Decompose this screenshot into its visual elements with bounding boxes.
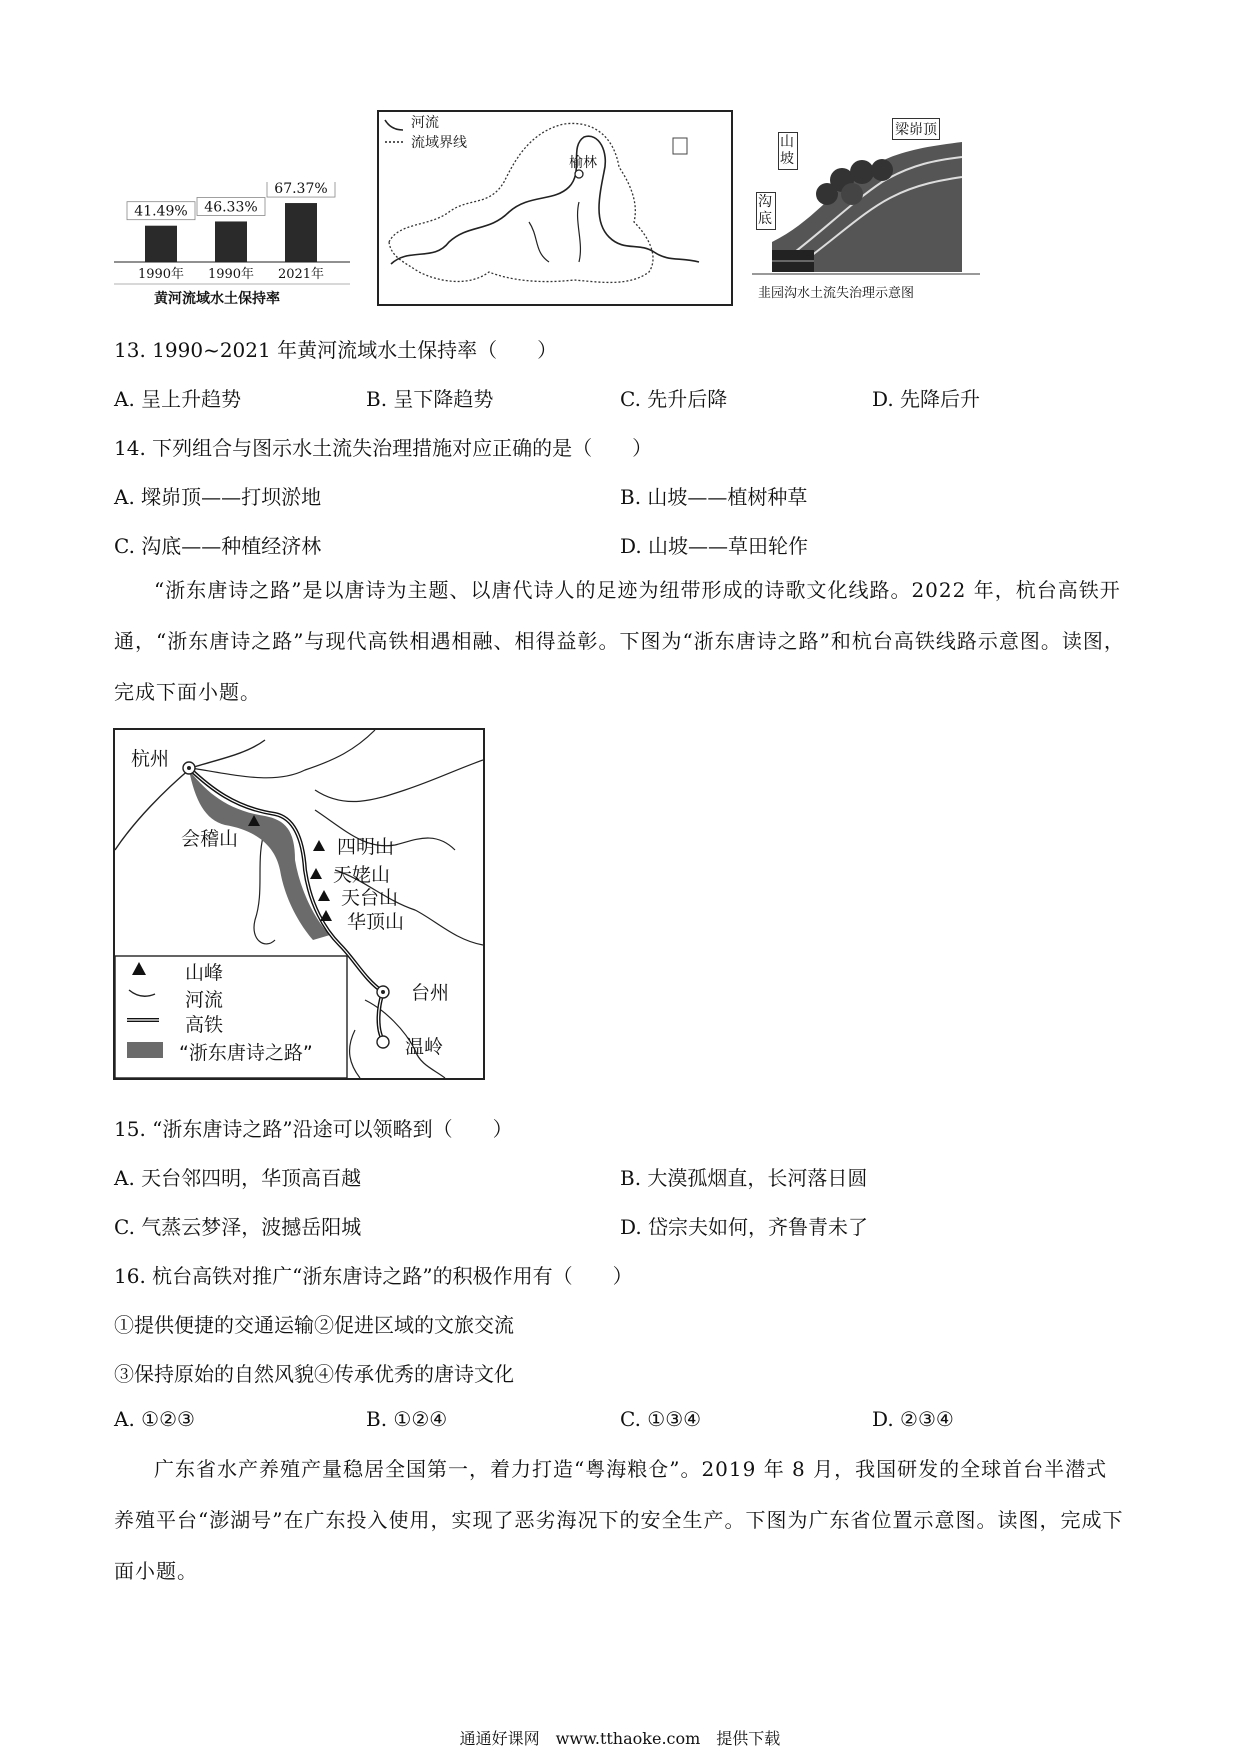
legend-rail-label: 高铁 [185, 1014, 224, 1036]
label-taizhou: 台州 [411, 982, 450, 1004]
label-hangzhou: 杭州 [131, 748, 170, 770]
tributary [578, 202, 581, 262]
river-legend-symbol [385, 120, 403, 130]
page-footer: 通通好课网 www.tthaoke.com 提供下载 [459, 1729, 781, 1748]
value-label-2: 67.37% [274, 182, 328, 198]
q15-option-c: C. 气蒸云梦泽，波撼岳阳城 [114, 1215, 362, 1239]
label-wenling: 温岭 [405, 1036, 444, 1058]
water-retention-chart [114, 182, 360, 310]
tree [850, 160, 874, 184]
bar-2 [285, 203, 317, 262]
label-tianmu: 天姥山 [333, 864, 391, 886]
q16-option-b: B. ①②④ [366, 1407, 448, 1431]
category-label-1: 1990年 [207, 267, 255, 282]
bar-1 [215, 221, 247, 262]
tree [871, 159, 893, 181]
label-siming: 四明山 [337, 836, 395, 858]
passage-guangdong-aquaculture: 广东省水产养殖产量稳居全国第一，着力打造“粤海粮仓”。2019 年 8 月，我国研发的全球首台半潜式养殖平台“澎湖号”在广东投入使用，实现了恶劣海况下的安全生产。下图为广东省位置示意图。读图，完成下面小题。 [114, 1457, 1124, 1583]
yellow-river-map [377, 110, 733, 306]
label-gully-bottom: 沟底 [756, 192, 776, 230]
chart-title: 黄河流域水土保持率 [154, 291, 280, 307]
category-label-2: 2021年 [277, 267, 325, 282]
tree [841, 183, 863, 205]
tianmu-peak [310, 868, 322, 879]
question-14-stem: 14. 下列组合与图示水土流失治理措施对应正确的是（ ） [114, 436, 653, 460]
label-slope: 山坡 [778, 132, 798, 170]
q16-statement-line-1: ①提供便捷的交通运输②促进区域的文旅交流 [114, 1313, 514, 1337]
question-16-stem: 16. 杭台高铁对推广“浙东唐诗之路”的积极作用有（ ） [114, 1264, 633, 1288]
coastline [315, 760, 483, 802]
q15-option-d: D. 岱宗夫如何，齐鲁青未了 [620, 1215, 869, 1239]
label-tiantai: 天台山 [341, 887, 399, 909]
q13-option-a: A. 呈上升趋势 [114, 387, 242, 411]
q16-statement-line-2: ③保持原始的自然风貌④传承优秀的唐诗文化 [114, 1362, 514, 1386]
tiantai-peak [318, 890, 330, 901]
q16-option-a: A. ①②③ [114, 1407, 195, 1431]
diagram-caption: 韭园沟水土流失治理示意图 [758, 286, 915, 301]
q13-option-d: D. 先降后升 [872, 387, 981, 411]
legend-boundary-label: 流域界线 [411, 135, 467, 151]
q16-option-c: C. ①③④ [620, 1407, 702, 1431]
category-label-0: 1990年 [137, 267, 185, 282]
inset-box [673, 138, 687, 154]
legend-peak-label: 山峰 [185, 962, 224, 984]
zhejiang-map-svg [115, 730, 483, 1078]
q13-option-c: C. 先升后降 [620, 387, 728, 411]
q14-option-a: A. 墚峁顶——打坝淤地 [114, 485, 322, 509]
q13-option-b: B. 呈下降趋势 [366, 387, 494, 411]
huading-peak [320, 910, 332, 921]
q16-option-d: D. ②③④ [872, 1407, 954, 1431]
question-13-stem: 13. 1990~2021 年黄河流域水土保持率（ ） [114, 338, 558, 362]
passage-tang-poetry-road: “浙东唐诗之路”是以唐诗为主题、以唐代诗人的足迹为纽带形成的诗歌文化线路。2022 年，杭台高铁开通，“浙东唐诗之路”与现代高铁相遇相融、相得益彰。下图为“浙东唐诗之路”和杭台高铁线路示意图。读图，完成下面小题。 [114, 578, 1125, 704]
legend-road-symbol [127, 1042, 163, 1058]
city-label: 榆林 [569, 155, 597, 171]
tributary [529, 222, 549, 262]
q14-option-b: B. 山坡——植树种草 [620, 485, 808, 509]
tang-poetry-road-map [113, 728, 485, 1080]
tree [816, 183, 838, 205]
siming-peak [313, 840, 325, 851]
legend-river-label: 河流 [185, 989, 224, 1011]
gully-control-diagram [752, 112, 980, 308]
q14-option-d: D. 山坡——草田轮作 [620, 534, 809, 558]
yellow-river [391, 136, 699, 264]
q15-option-b: B. 大漠孤烟直，长河落日圆 [620, 1166, 868, 1190]
q15-option-a: A. 天台邻四明，华顶高百越 [114, 1166, 362, 1190]
q14-option-c: C. 沟底——种植经济林 [114, 534, 322, 558]
bar-0 [145, 226, 177, 262]
legend-road-label: “浙东唐诗之路” [179, 1042, 313, 1064]
label-ridge-top: 梁峁顶 [892, 118, 940, 140]
label-kuaiji: 会稽山 [181, 828, 239, 850]
wenling-marker [377, 1036, 389, 1048]
question-15-stem: 15. “浙东唐诗之路”沿途可以领略到（ ） [114, 1117, 513, 1141]
label-huading: 华顶山 [347, 911, 405, 933]
river [191, 730, 375, 778]
value-label-1: 46.33% [204, 199, 258, 216]
poetry-road-band [189, 770, 330, 940]
legend-river-label: 河流 [411, 115, 439, 131]
value-label-0: 41.49% [134, 203, 188, 220]
coastline [350, 1030, 360, 1078]
